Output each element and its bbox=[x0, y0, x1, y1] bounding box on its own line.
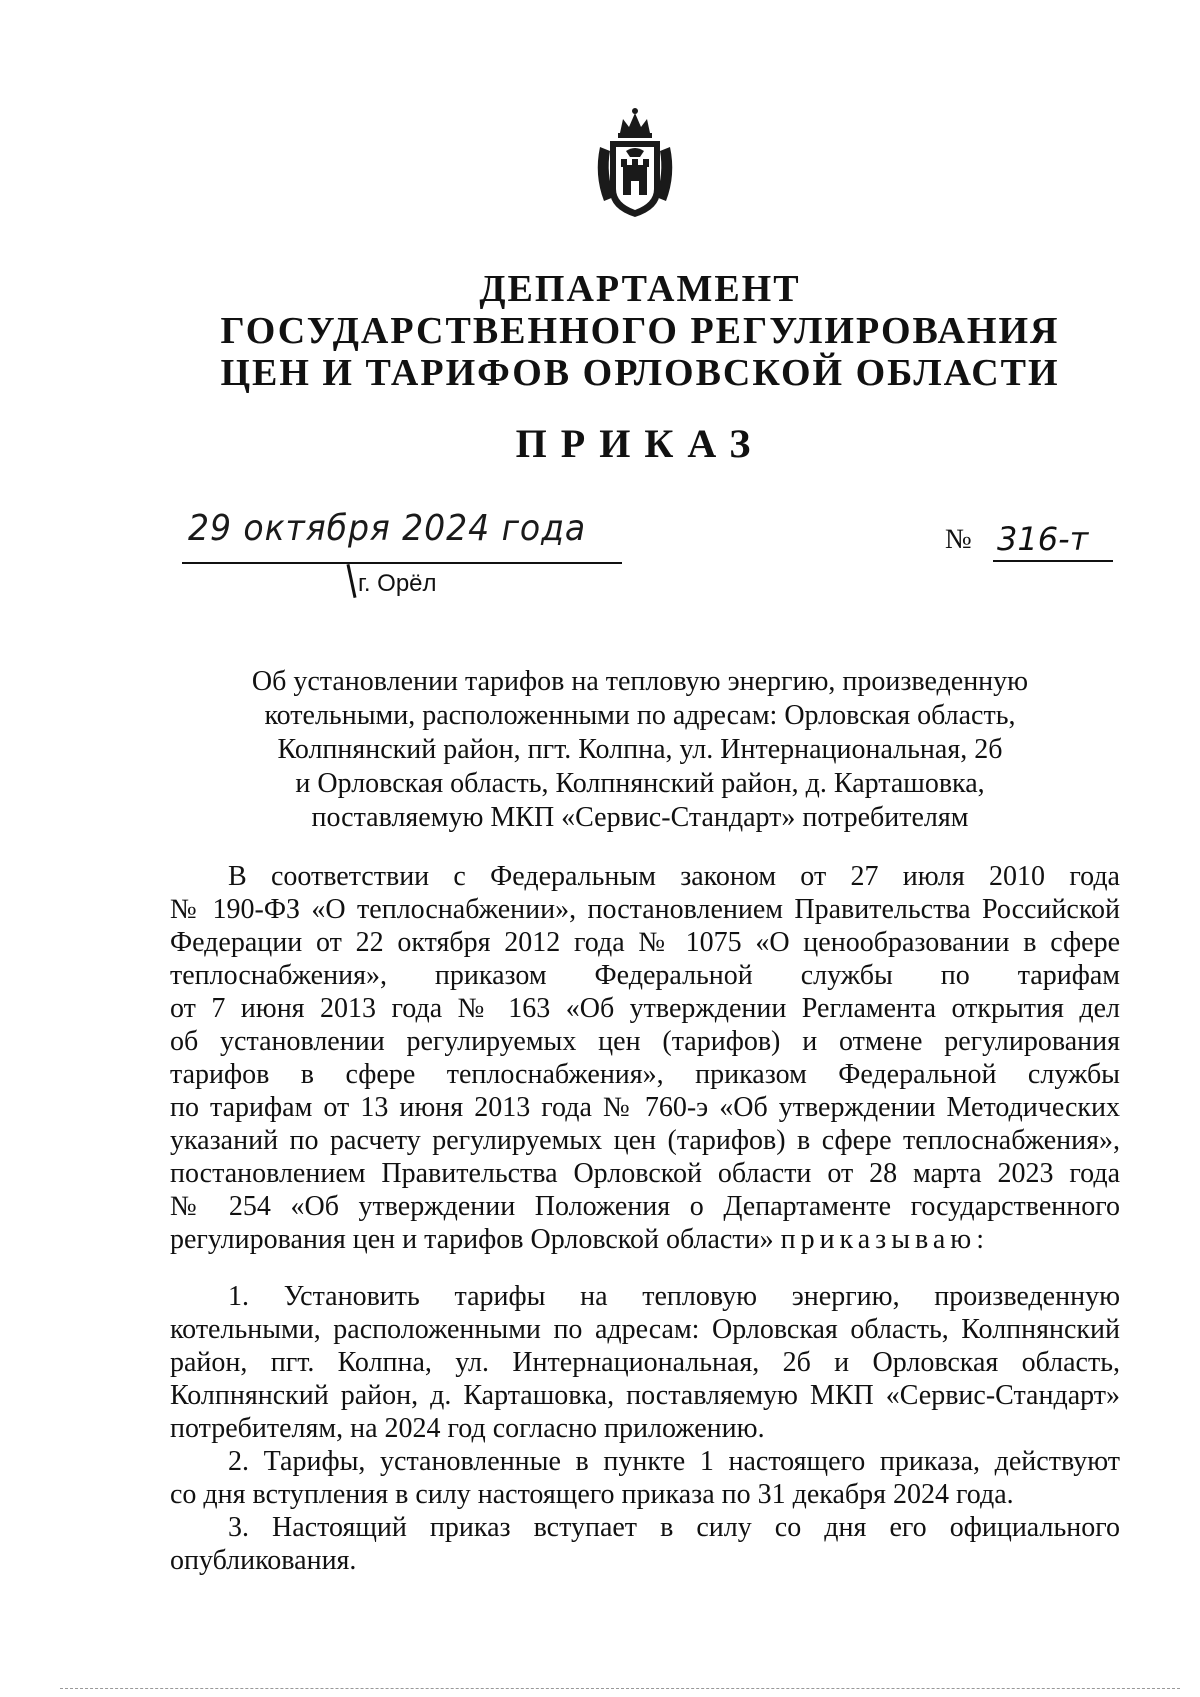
subject-line: поставляемую МКП «Сервис-Стандарт» потребителям bbox=[311, 802, 969, 833]
paragraph-line bbox=[170, 1223, 1120, 1256]
number-sign: № bbox=[945, 524, 972, 555]
order-item-1 bbox=[170, 1280, 1120, 1445]
paragraph-line: № 190-ФЗ «О теплоснабжении», постановлением Правительства Российской bbox=[170, 894, 1120, 925]
subject-line: и Орловская область, Колпнянский район, д. Карташовка, bbox=[295, 768, 985, 799]
number-underline bbox=[993, 560, 1113, 562]
date-underline bbox=[182, 562, 622, 564]
order-item-2 bbox=[170, 1445, 1120, 1511]
department-name bbox=[200, 268, 1080, 394]
date-block bbox=[182, 508, 622, 598]
order-item-3 bbox=[170, 1511, 1120, 1577]
order-command-word: приказываю: bbox=[780, 1224, 990, 1255]
preamble-paragraph bbox=[170, 860, 1120, 1256]
paragraph-line: 3. Настоящий приказ вступает в силу со дня его официального bbox=[228, 1512, 1120, 1543]
paragraph-line: постановлением Правительства Орловской области от 28 марта 2023 года bbox=[170, 1158, 1120, 1189]
paragraph-line: Колпнянский район, д. Карташовка, поставляемую МКП «Сервис-Стандарт» bbox=[170, 1380, 1120, 1411]
number-block bbox=[945, 520, 1125, 570]
paragraph-line: теплоснабжения», приказом Федеральной службы по тарифам bbox=[170, 960, 1120, 991]
paragraph-line: тарифов в сфере теплоснабжения», приказом Федеральной службы bbox=[170, 1059, 1120, 1090]
paragraph-line: 2. Тарифы, установленные в пункте 1 настоящего приказа, действуют bbox=[228, 1446, 1120, 1477]
paragraph-line: об установлении регулируемых цен (тарифов) и отмене регулирования bbox=[170, 1026, 1120, 1057]
department-line: ДЕПАРТАМЕНТ bbox=[479, 268, 801, 310]
scan-bottom-edge bbox=[60, 1688, 1180, 1690]
paragraph-line: котельными, расположенными по адресам: Орловская область, Колпнянский bbox=[170, 1314, 1120, 1345]
paragraph-line: от 7 июня 2013 года № 163 «Об утверждении Регламента открытия дел bbox=[170, 993, 1120, 1024]
city-label: г. Орёл bbox=[358, 570, 437, 597]
subject-line: Колпнянский район, пгт. Колпна, ул. Интернациональная, 2б bbox=[277, 734, 1003, 765]
subject-line: котельными, расположенными по адресам: Орловская область, bbox=[264, 700, 1016, 731]
paragraph-line: указаний по расчету регулируемых цен (тарифов) в сфере теплоснабжения», bbox=[170, 1125, 1120, 1156]
paragraph-line: 1. Установить тарифы на тепловую энергию, произведенную bbox=[228, 1281, 1120, 1312]
paragraph-line: потребителям, на 2024 год согласно приложению. bbox=[170, 1413, 765, 1444]
paragraph-line: опубликования. bbox=[170, 1545, 357, 1576]
paragraph-line: № 254 «Об утверждении Положения о Департаменте государственного bbox=[170, 1191, 1120, 1222]
preamble-last-text: регулирования цен и тарифов Орловской области» bbox=[170, 1224, 774, 1255]
orel-oblast-coat-of-arms-icon bbox=[590, 105, 680, 220]
department-line: ЦЕН И ТАРИФОВ ОРЛОВСКОЙ ОБЛАСТИ bbox=[220, 352, 1060, 394]
paragraph-line: район, пгт. Колпна, ул. Интернациональная, 2б и Орловская область, bbox=[170, 1347, 1120, 1378]
department-line: ГОСУДАРСТВЕННОГО РЕГУЛИРОВАНИЯ bbox=[220, 310, 1060, 352]
paragraph-line: по тарифам от 13 июня 2013 года № 760-э «Об утверждении Методических bbox=[170, 1092, 1120, 1123]
document-type-heading: ПРИКАЗ bbox=[515, 421, 765, 466]
paragraph-line: В соответствии с Федеральным законом от 27 июля 2010 года bbox=[228, 861, 1120, 892]
paragraph-line: Федерации от 22 октября 2012 года № 1075 «О ценообразовании в сфере bbox=[170, 927, 1120, 958]
city-handwritten-mark bbox=[346, 564, 356, 598]
order-items bbox=[170, 1280, 1120, 1577]
order-subject bbox=[220, 665, 1060, 835]
handwritten-date: 29 октября 2024 года bbox=[188, 508, 587, 549]
paragraph-line: со дня вступления в силу настоящего приказа по 31 декабря 2024 года. bbox=[170, 1479, 1014, 1510]
handwritten-number: 316-т bbox=[997, 520, 1089, 558]
subject-line: Об установлении тарифов на тепловую энергию, произведенную bbox=[251, 666, 1029, 697]
